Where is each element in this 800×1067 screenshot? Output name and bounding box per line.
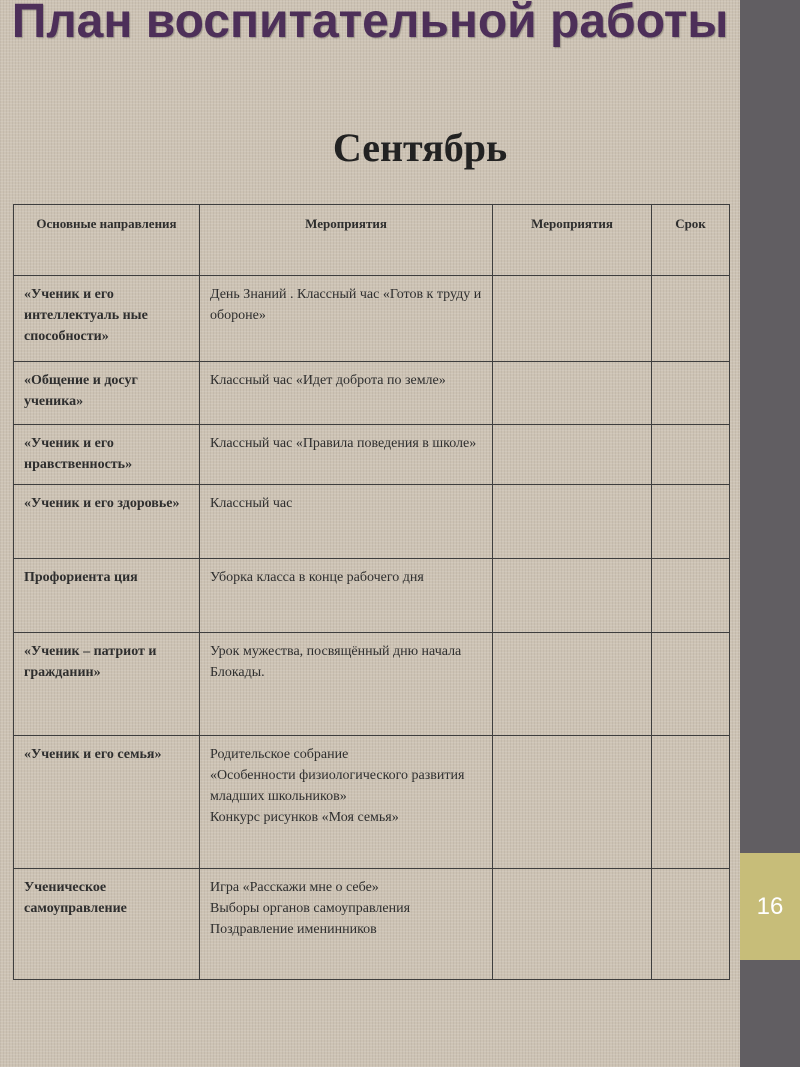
events-cell: Уборка класса в конце рабочего дня [200,559,493,633]
direction-cell: «Ученик и его нравственность» [14,425,200,485]
deadline-cell [652,485,730,559]
header-events-2: Мероприятия [493,205,652,276]
table-header-row [14,205,730,276]
events-cell: Игра «Расскажи мне о себе» Выборы органов самоуправления Поздравление именинников [200,869,493,980]
empty-cell [493,362,652,425]
empty-cell [493,559,652,633]
table-row [14,559,730,633]
table-row [14,425,730,485]
slide-subtitle: Сентябрь [332,125,508,170]
empty-cell [493,736,652,869]
direction-cell: «Ученик и его семья» [14,736,200,869]
header-directions: Основные направления [14,205,200,276]
events-cell: Классный час «Правила поведения в школе» [200,425,493,485]
direction-cell: «Ученик и его здоровье» [14,485,200,559]
empty-cell [493,869,652,980]
direction-cell: Профориента ция [14,559,200,633]
direction-cell: «Ученик и его интеллектуаль ные способности» [14,276,200,362]
direction-cell: «Ученик – патриот и гражданин» [14,633,200,736]
empty-cell [493,485,652,559]
header-deadline: Срок [652,205,730,276]
events-cell: Родительское собрание «Особенности физиологического развития младших школьников» Конкурс рисунков «Моя семья» [200,736,493,869]
events-cell: Урок мужества, посвящённый дню начала Блокады. [200,633,493,736]
page-number-badge: 16 [740,853,800,960]
direction-cell: «Общение и досуг ученика» [14,362,200,425]
deadline-cell [652,736,730,869]
deadline-cell [652,362,730,425]
direction-cell: Ученическое самоуправление [14,869,200,980]
events-cell: Классный час [200,485,493,559]
table-row [14,485,730,559]
deadline-cell [652,425,730,485]
table-row [14,736,730,869]
table-row [14,276,730,362]
deadline-cell [652,276,730,362]
table-row [14,362,730,425]
empty-cell [493,276,652,362]
events-cell: Классный час «Идет доброта по земле» [200,362,493,425]
deadline-cell [652,869,730,980]
slide-title: План воспитательной работы [11,0,729,48]
deadline-cell [652,633,730,736]
events-cell: День Знаний . Классный час «Готов к труду и обороне» [200,276,493,362]
header-events: Мероприятия [200,205,493,276]
empty-cell [493,425,652,485]
table-row [14,633,730,736]
deadline-cell [652,559,730,633]
table-row [14,869,730,980]
empty-cell [493,633,652,736]
plan-table [13,204,730,980]
